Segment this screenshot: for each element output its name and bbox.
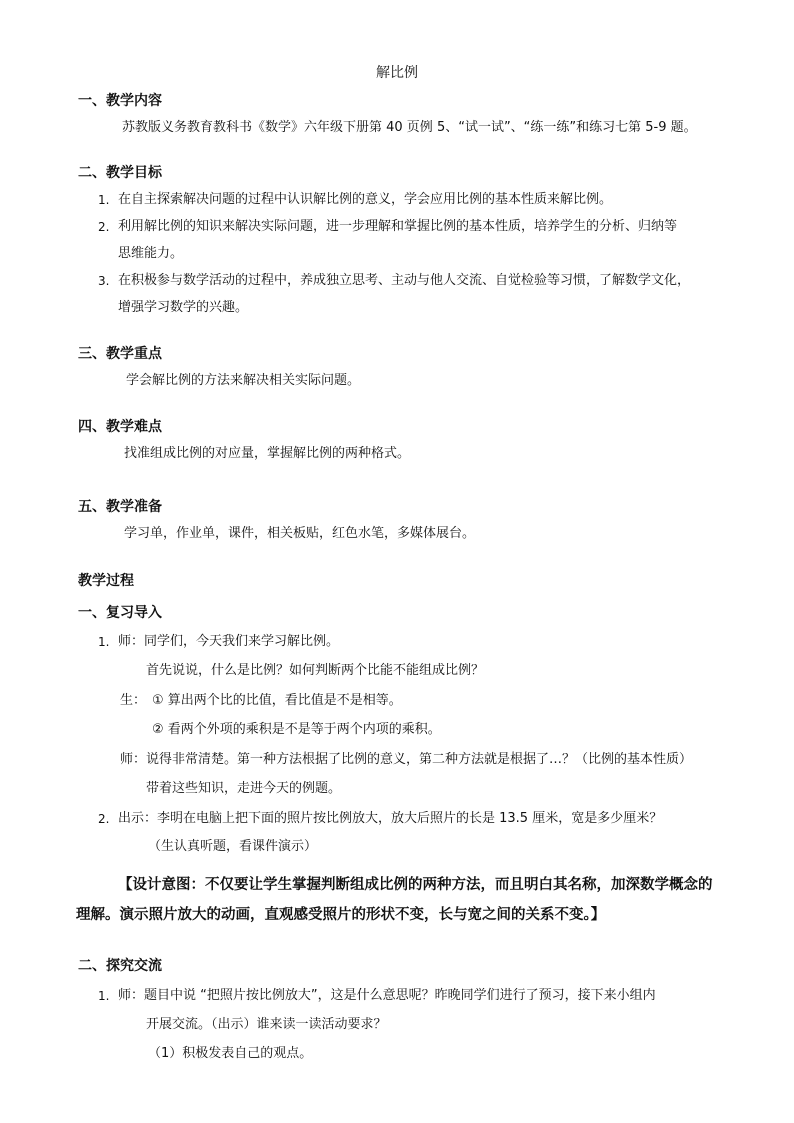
process-heading: 教学过程 [78, 573, 134, 589]
teacher-response-line1: 师：说得非常清楚。第一种方法根据了比例的意义，第二种方法就是根据了…？（比例的基本性质） [120, 752, 693, 767]
section-heading-difficulty: 四、教学难点 [78, 419, 162, 435]
student-answer-a: ① 算出两个比的比值，看比值是不是相等。 [152, 693, 402, 708]
teacher-response-line2: 带着这些知识，走进今天的例题。 [146, 781, 342, 796]
content-text: 苏教版义务教育教科书《数学》六年级下册第 40 页例 5、“试一试”、“练一练”和练习七第 5-9 题。 [122, 120, 697, 135]
student-answer-b: ② 看两个外项的乘积是不是等于两个内项的乘积。 [152, 722, 441, 737]
goal-text-3-line2: 增强学习数学的兴趣。 [118, 300, 249, 315]
explore-heading: 二、探究交流 [78, 958, 162, 974]
review-item2-line2: （生认真听题，看课件演示） [148, 839, 318, 854]
goal-text-1: 在自主探索解决问题的过程中认识解比例的意义，学会应用比例的基本性质来解比例。 [118, 192, 613, 207]
student-label: 生： [120, 693, 147, 708]
page-title: 解比例 [376, 65, 418, 81]
review-item1-line2: 首先说说，什么是比例？如何判断两个比能不能组成比例？ [146, 663, 485, 678]
goal-number-3: 3. [98, 274, 110, 288]
explore-item1-line2: 开展交流。（出示）谁来读一读活动要求？ [146, 1017, 387, 1032]
section-heading-key-point: 三、教学重点 [78, 346, 162, 362]
difficulty-text: 找准组成比例的对应量，掌握解比例的两种格式。 [124, 446, 411, 461]
explore-item-number-1: 1. [98, 989, 110, 1003]
section-heading-preparation: 五、教学准备 [78, 499, 162, 515]
review-item1-line1: 师：同学们，今天我们来学习解比例。 [118, 634, 340, 649]
key-point-text: 学会解比例的方法来解决相关实际问题。 [126, 373, 361, 388]
goal-number-1: 1. [98, 193, 110, 207]
review-item2-line1: 出示：李明在电脑上把下面的照片按比例放大，放大后照片的长是 13.5 厘米，宽是多少厘米？ [118, 811, 663, 826]
section-heading-goals: 二、教学目标 [78, 165, 162, 181]
section-heading-content: 一、教学内容 [78, 93, 162, 109]
review-heading: 一、复习导入 [78, 605, 162, 621]
preparation-text: 学习单，作业单，课件，相关板贴，红色水笔，多媒体展台。 [124, 526, 476, 541]
goal-number-2: 2. [98, 220, 110, 234]
explore-item1-line1: 师：题目中说 “把照片按比例放大”，这是什么意思呢？昨晚同学们进行了预习，接下来小组内 [118, 988, 656, 1003]
review-item-number-1: 1. [98, 635, 110, 649]
goal-text-2-line1: 利用解比例的知识来解决实际问题，进一步理解和掌握比例的基本性质，培养学生的分析、归纳等 [118, 219, 678, 234]
design-intent-note: 【设计意图：不仅要让学生掌握判断组成比例的两种方法，而且明白其名称，加深数学概念的理解。演示照片放大的动画，直观感受照片的形状不变，长与宽之间的关系不变。】 [76, 877, 713, 923]
review-item-number-2: 2. [98, 812, 110, 826]
explore-item1-line3: （1）积极发表自己的观点。 [148, 1046, 313, 1061]
goal-text-2-line2: 思维能力。 [118, 246, 184, 261]
goal-text-3-line1: 在积极参与数学活动的过程中，养成独立思考、主动与他人交流、自觉检验等习惯，了解数学文化， [118, 273, 691, 288]
